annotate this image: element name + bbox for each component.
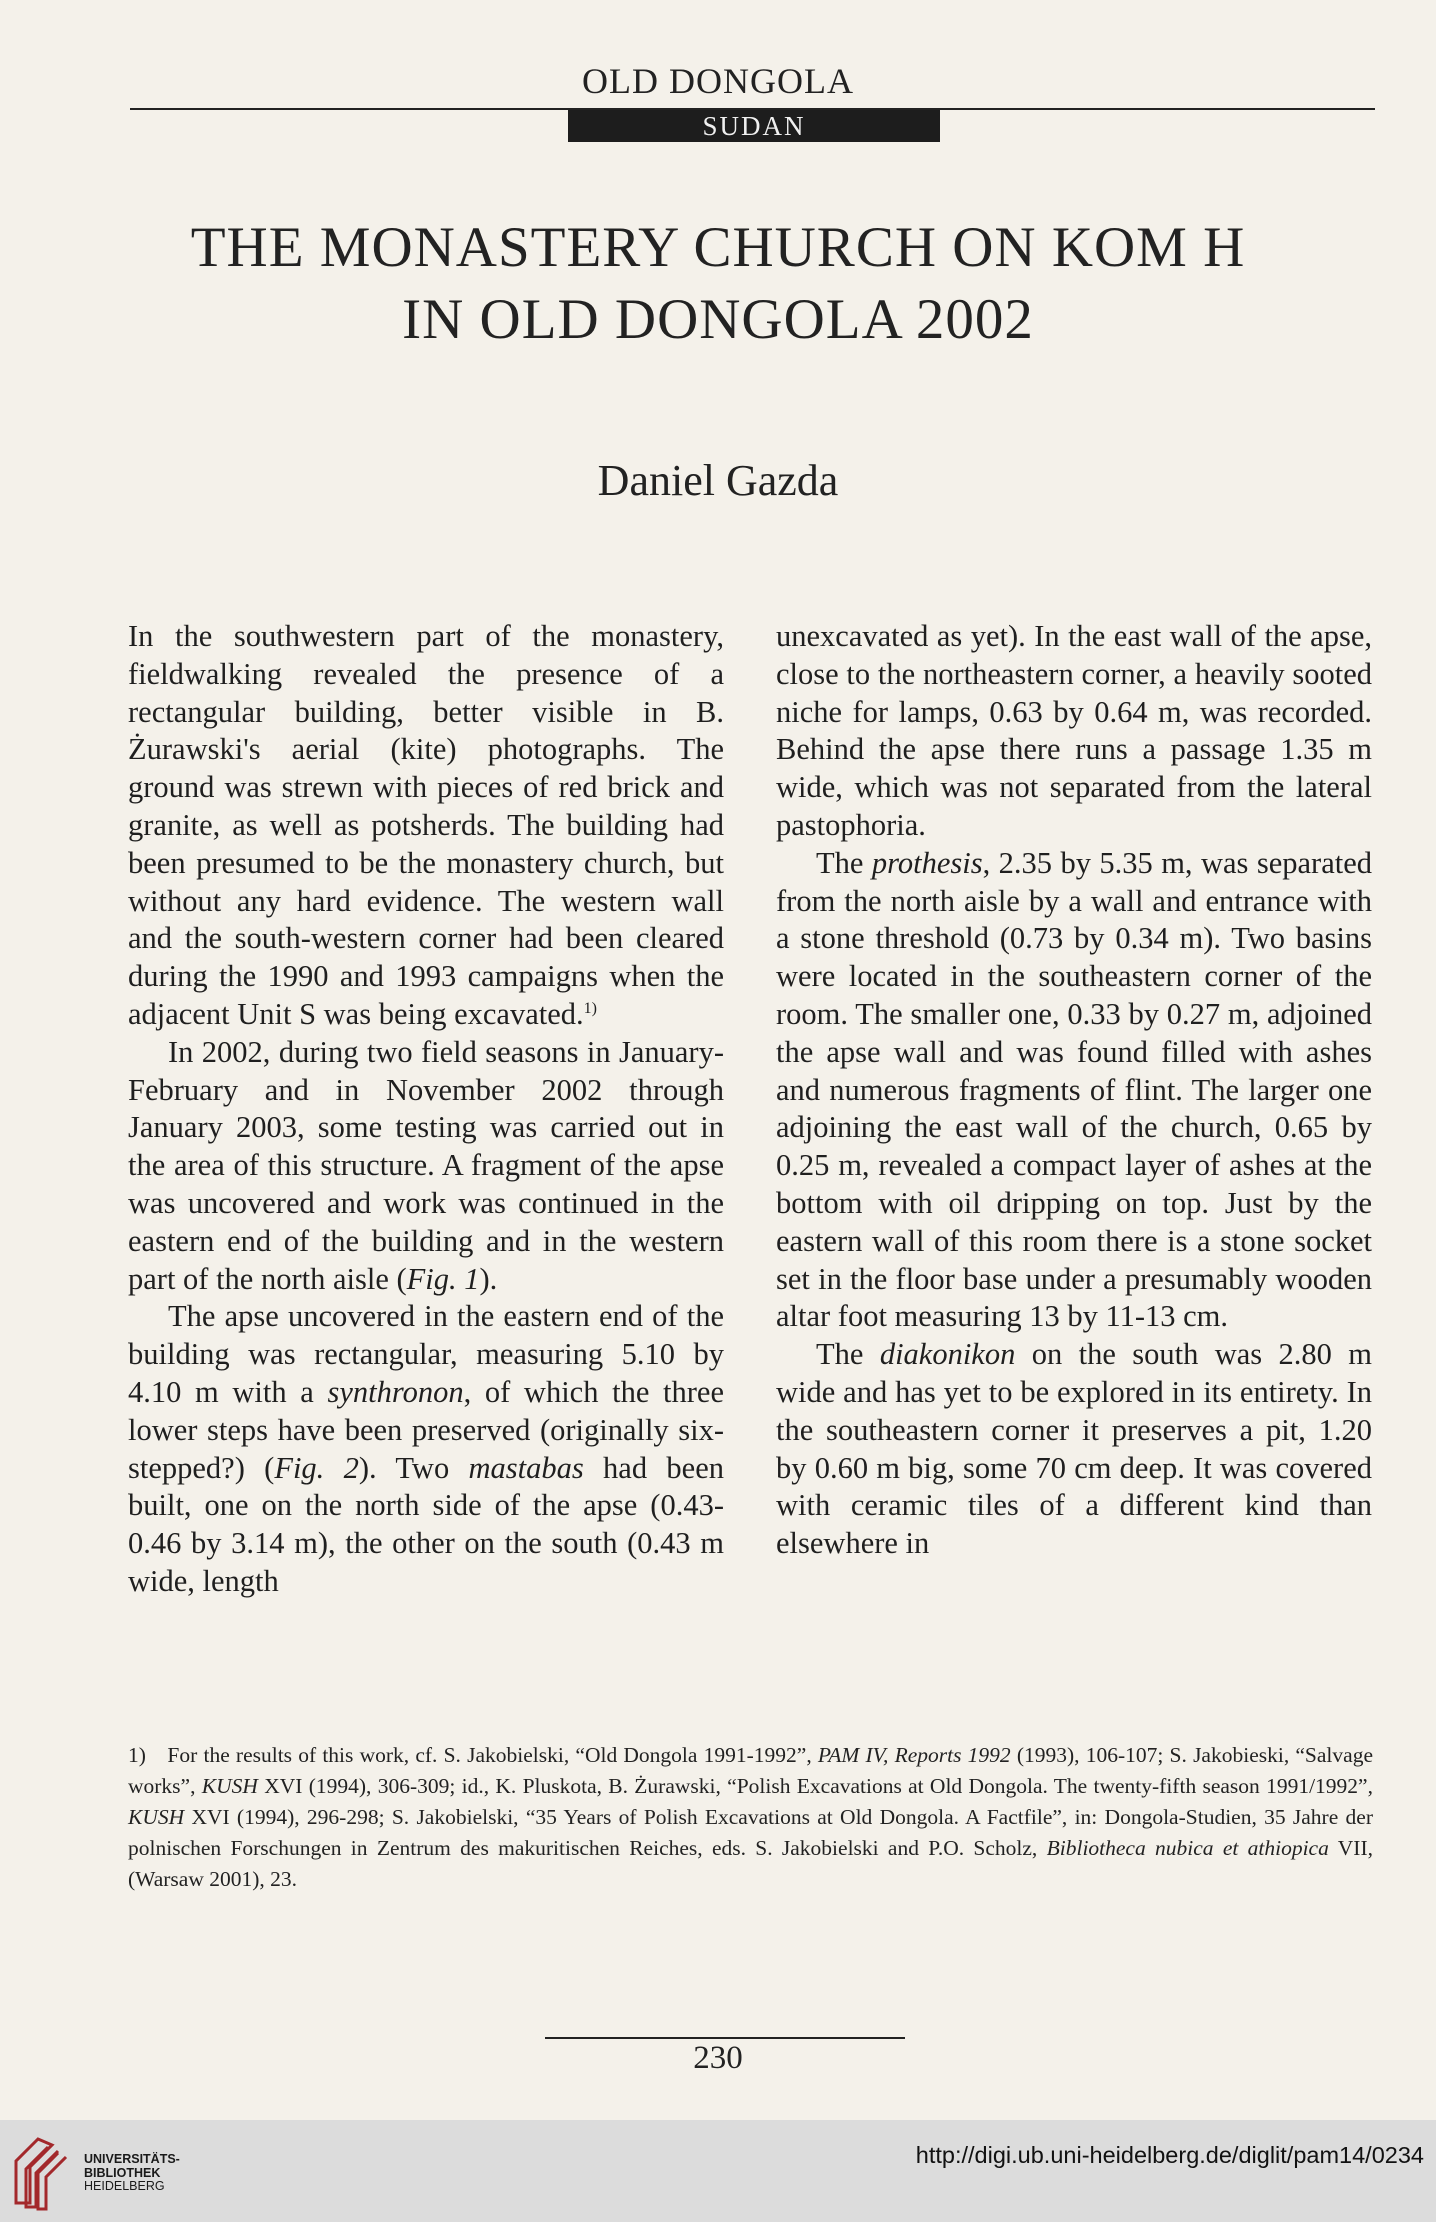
paragraph-right-1: unexcavated as yet). In the east wall of the apse, close to the northeastern corner, a heavily sooted niche for lamps, 0.63 by 0.64 m, was recorded. Behind the apse there runs a passage 1.35 m wide, which was not separated from the lateral pastophoria. [776,619,1372,842]
paragraph-text: ). [479,1261,498,1296]
footer-bar [0,2120,1436,2222]
article-title [0,212,1436,356]
paragraph-text: , 2.35 by 5.35 m, was separated from the north aisle by a wall and entrance with a stone threshold (0.73 by 0.34 m). Two basins were located in the southeastern corner of the room. The smaller one, 0.33 by 0.27 m, adjoined the apse wall and was found filled with ashes and numerous fragments of flint. The larger one adjoining the east wall of the church, 0.65 by 0.25 m, revealed a compact layer of ashes at the bottom with oil dripping on top. Just by the eastern wall of this room there is a stone socket set in the floor base under a presumably wooden altar foot measuring 13 by 11-13 cm. [776,845,1372,1334]
paragraph-right-2 [776,845,1372,1336]
paragraph-text: The [816,845,872,880]
citation-title: Bibliotheca nubica et athiopica [1046,1836,1329,1860]
library-logo-icon[interactable] [8,2131,78,2211]
paragraph-text: The apse uncovered in the eastern end of the building was rectangular, measuring 5.10 by 4.10 m with a [128,1299,724,1409]
page-number: 230 [693,2040,743,2076]
library-name-line-2: BIBLIOTHEK [84,2165,161,2180]
title-line-1: THE MONASTERY CHURCH ON KOM H [190,216,1246,279]
page-number-rule [545,2037,905,2039]
paragraph-text: ). Two [358,1450,469,1485]
paragraph-left-3 [128,1298,724,1600]
paragraph-text: on the south was 2.80 m wide and has yet to be explored in its entirety. In the southeastern corner it preserves a pit, 1.20 by 0.60 m big, some 70 cm deep. It was covered with ceramic tiles of a different kind than elsewhere in [776,1337,1373,1561]
paragraph-text: In 2002, during two field seasons in January-February and in November 2002 through January 2003, some testing was carried out in the area of this structure. A fragment of the apse was uncovered and work was continued in the eastern end of the building and in the western part of the north aisle ( [128,1034,724,1296]
citation-title: KUSH [201,1774,258,1798]
footnote-text: XVI (1994), 306-309; id., K. Pluskota, B. Żurawski, “Polish Excavations at Old Dongola. The twenty-fifth season 1991/1992”, [257,1774,1373,1798]
right-column [776,618,1372,1563]
footnote-text: VII, (Warsaw 2001), 23. [128,1836,1373,1891]
footnote-text: 1) For the results of this work, cf. S. Jakobielski, “Old Dongola 1991-1992”, [128,1743,818,1767]
title-line-2: IN OLD DONGOLA 2002 [402,288,1034,351]
source-url-link[interactable]: http://digi.ub.uni-heidelberg.de/diglit/pam14/0234 [915,2142,1424,2168]
term: synthronon [327,1374,464,1409]
left-column [128,618,724,1601]
library-name[interactable] [84,2153,180,2194]
library-name-line-1: UNIVERSITÄTS- [84,2152,180,2166]
running-head: OLD DONGOLA [582,61,854,101]
term: mastabas [468,1450,584,1485]
term: diakonikon [879,1337,1016,1372]
paragraph-text: The [816,1337,880,1372]
paragraph-right-3 [776,1336,1372,1563]
citation-title: KUSH [128,1805,185,1829]
paragraph-text: In the southwestern part of the monastery, fieldwalking revealed the presence of a rectangular building, better visible in B. Żurawski's aerial (kite) photographs. The ground was strewn with pieces of red brick and granite, as well as potsherds. The building had been presumed to be the monastery church, but without any hard evidence. The western wall and the south-western corner had been cleared during the 1990 and 1993 campaigns when the adjacent Unit S was being excavated. [128,619,724,1031]
author-name: Daniel Gazda [597,456,839,505]
citation-title: PAM IV, Reports 1992 [817,1743,1011,1767]
paragraph-text: , of which the three lower steps have been preserved (originally six-stepped?) ( [128,1374,724,1485]
paragraph-text: had been built, one on the north side of the apse (0.43-0.46 by 3.14 m), the other on the south (0.43 m wide, length [128,1450,724,1598]
footnote-text: (1993), 106-107; S. Jakobieski, “Salvage works”, [128,1743,1373,1798]
figure-ref: Fig. 2 [274,1450,359,1485]
figure-ref: Fig. 1 [406,1261,480,1296]
paragraph-left-1 [128,618,724,1034]
country-band: SUDAN [568,110,940,142]
footnote-text: XVI (1994), 296-298; S. Jakobielski, “35 Years of Polish Excavations at Old Dongola. A Factfile”, in: Dongola-Studien, 35 Jahre der polnischen Forschungen in Zentrum des makuritischen Reiches, eds. S. Jakobielski and P.O. Scholz, [128,1805,1373,1860]
library-name-line-3: HEIDELBERG [84,2179,165,2193]
footnote-ref[interactable]: 1) [583,999,597,1017]
paragraph-left-2 [128,1034,724,1299]
footnote [128,1740,1373,1895]
term: prothesis [871,845,983,880]
